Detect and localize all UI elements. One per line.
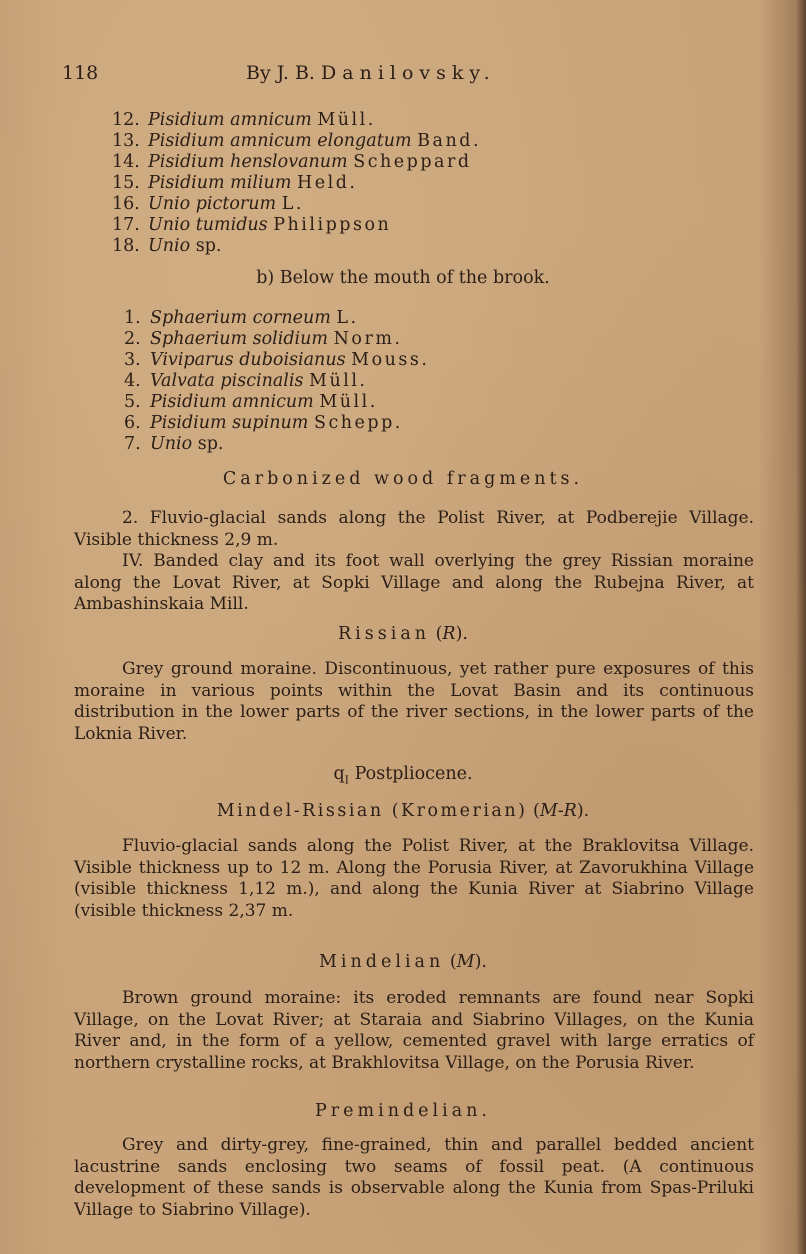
heading-mindelian: Mindelian (M). — [319, 952, 487, 972]
running-head — [246, 62, 496, 84]
species-list-b — [124, 308, 429, 455]
heading-premindelian: Premindelian. — [315, 1101, 491, 1121]
running-head-author: Danilovsky. — [321, 62, 496, 84]
paragraph-premindelian: Grey and dirty-grey, fine-grained, thin and parallel bedded ancient lacustrine sands enclosing two seams of fossil peat. (A continuous development of these sands is observable along the Kunia from Spas-Priluki Village to Siabrino Village). — [74, 1135, 754, 1220]
list-item: 4. Valvata piscinalis Müll. — [124, 371, 368, 391]
list-item: 7. Unio sp. — [124, 434, 224, 454]
page-header — [62, 62, 762, 92]
heading-rissian: Rissian (R). — [337, 624, 468, 644]
list-item: 1. Sphaerium corneum L. — [124, 308, 359, 328]
list-item: 2. Sphaerium solidium Norm. — [124, 329, 403, 349]
running-head-prefix: By J. B. — [246, 62, 315, 84]
page-number: 118 — [62, 62, 99, 84]
list-item: 12. Pisidium amnicum Müll. — [112, 110, 376, 130]
list-item: 18. Unio sp. — [112, 236, 222, 256]
list-item: 3. Viviparus duboisianus Mouss. — [124, 350, 430, 370]
list-item: 17. Unio tumidus Philippson — [112, 215, 392, 235]
species-list-a — [112, 110, 481, 257]
page-edge-shadow — [796, 0, 806, 1254]
list-item: 15. Pisidium milium Held. — [112, 173, 358, 193]
subheading-below-mouth: b) Below the mouth of the brook. — [256, 268, 550, 288]
list-item: 16. Unio pictorum L. — [112, 194, 304, 214]
paragraph-banded-clay: IV. Banded clay and its foot wall overlying the grey Rissian moraine along the Lovat River, at Sopki Village and along the Rubejna River, at Ambashinskaia Mill. — [74, 551, 754, 615]
paragraph-rissian: Grey ground moraine. Discontinuous, yet rather pure exposures of this moraine in various points within the Lovat Basin and its continuous distribution in the lower parts of the river sections, in the lower parts of the Loknia River. — [74, 659, 754, 744]
list-item: 6. Pisidium supinum Schepp. — [124, 413, 403, 433]
heading-mindel-rissian: Mindel-Rissian (Kromerian) (M-R). — [216, 801, 590, 821]
paragraph-mindel-rissian: Fluvio-glacial sands along the Polist River, at the Braklovitsa Village. Visible thickness up to 12 m. Along the Porusia River, at Zavorukhina Village (visible thickness 1,12 m.), and along the Kunia River at Siabrino Village (visible thickness 2,37 m. — [74, 836, 754, 921]
paragraph-mindelian: Brown ground moraine: its eroded remnants are found near Sopki Village, on the Lovat River; at Staraia and Siabrino Villages, on the Kunia River and, in the form of a yellow, cemented gravel with large erratics of northern crystalline rocks, at Brakhlovitsa Village, on the Porusia River. — [74, 988, 754, 1073]
heading-postpliocene: $q_I$ Postpliocene. — [333, 764, 473, 787]
heading-carbonized-wood: Carbonized wood fragments. — [222, 469, 584, 489]
list-item: 14. Pisidium henslovanum Scheppard — [112, 152, 472, 172]
list-item: 13. Pisidium amnicum elongatum Band. — [112, 131, 482, 151]
paragraph-fluvio-glacial-podberejie: 2. Fluvio-glacial sands along the Polist River, at Podberejie Village. Visible thickness 2,9 m. — [74, 508, 754, 550]
list-item: 5. Pisidium amnicum Müll. — [124, 392, 378, 412]
